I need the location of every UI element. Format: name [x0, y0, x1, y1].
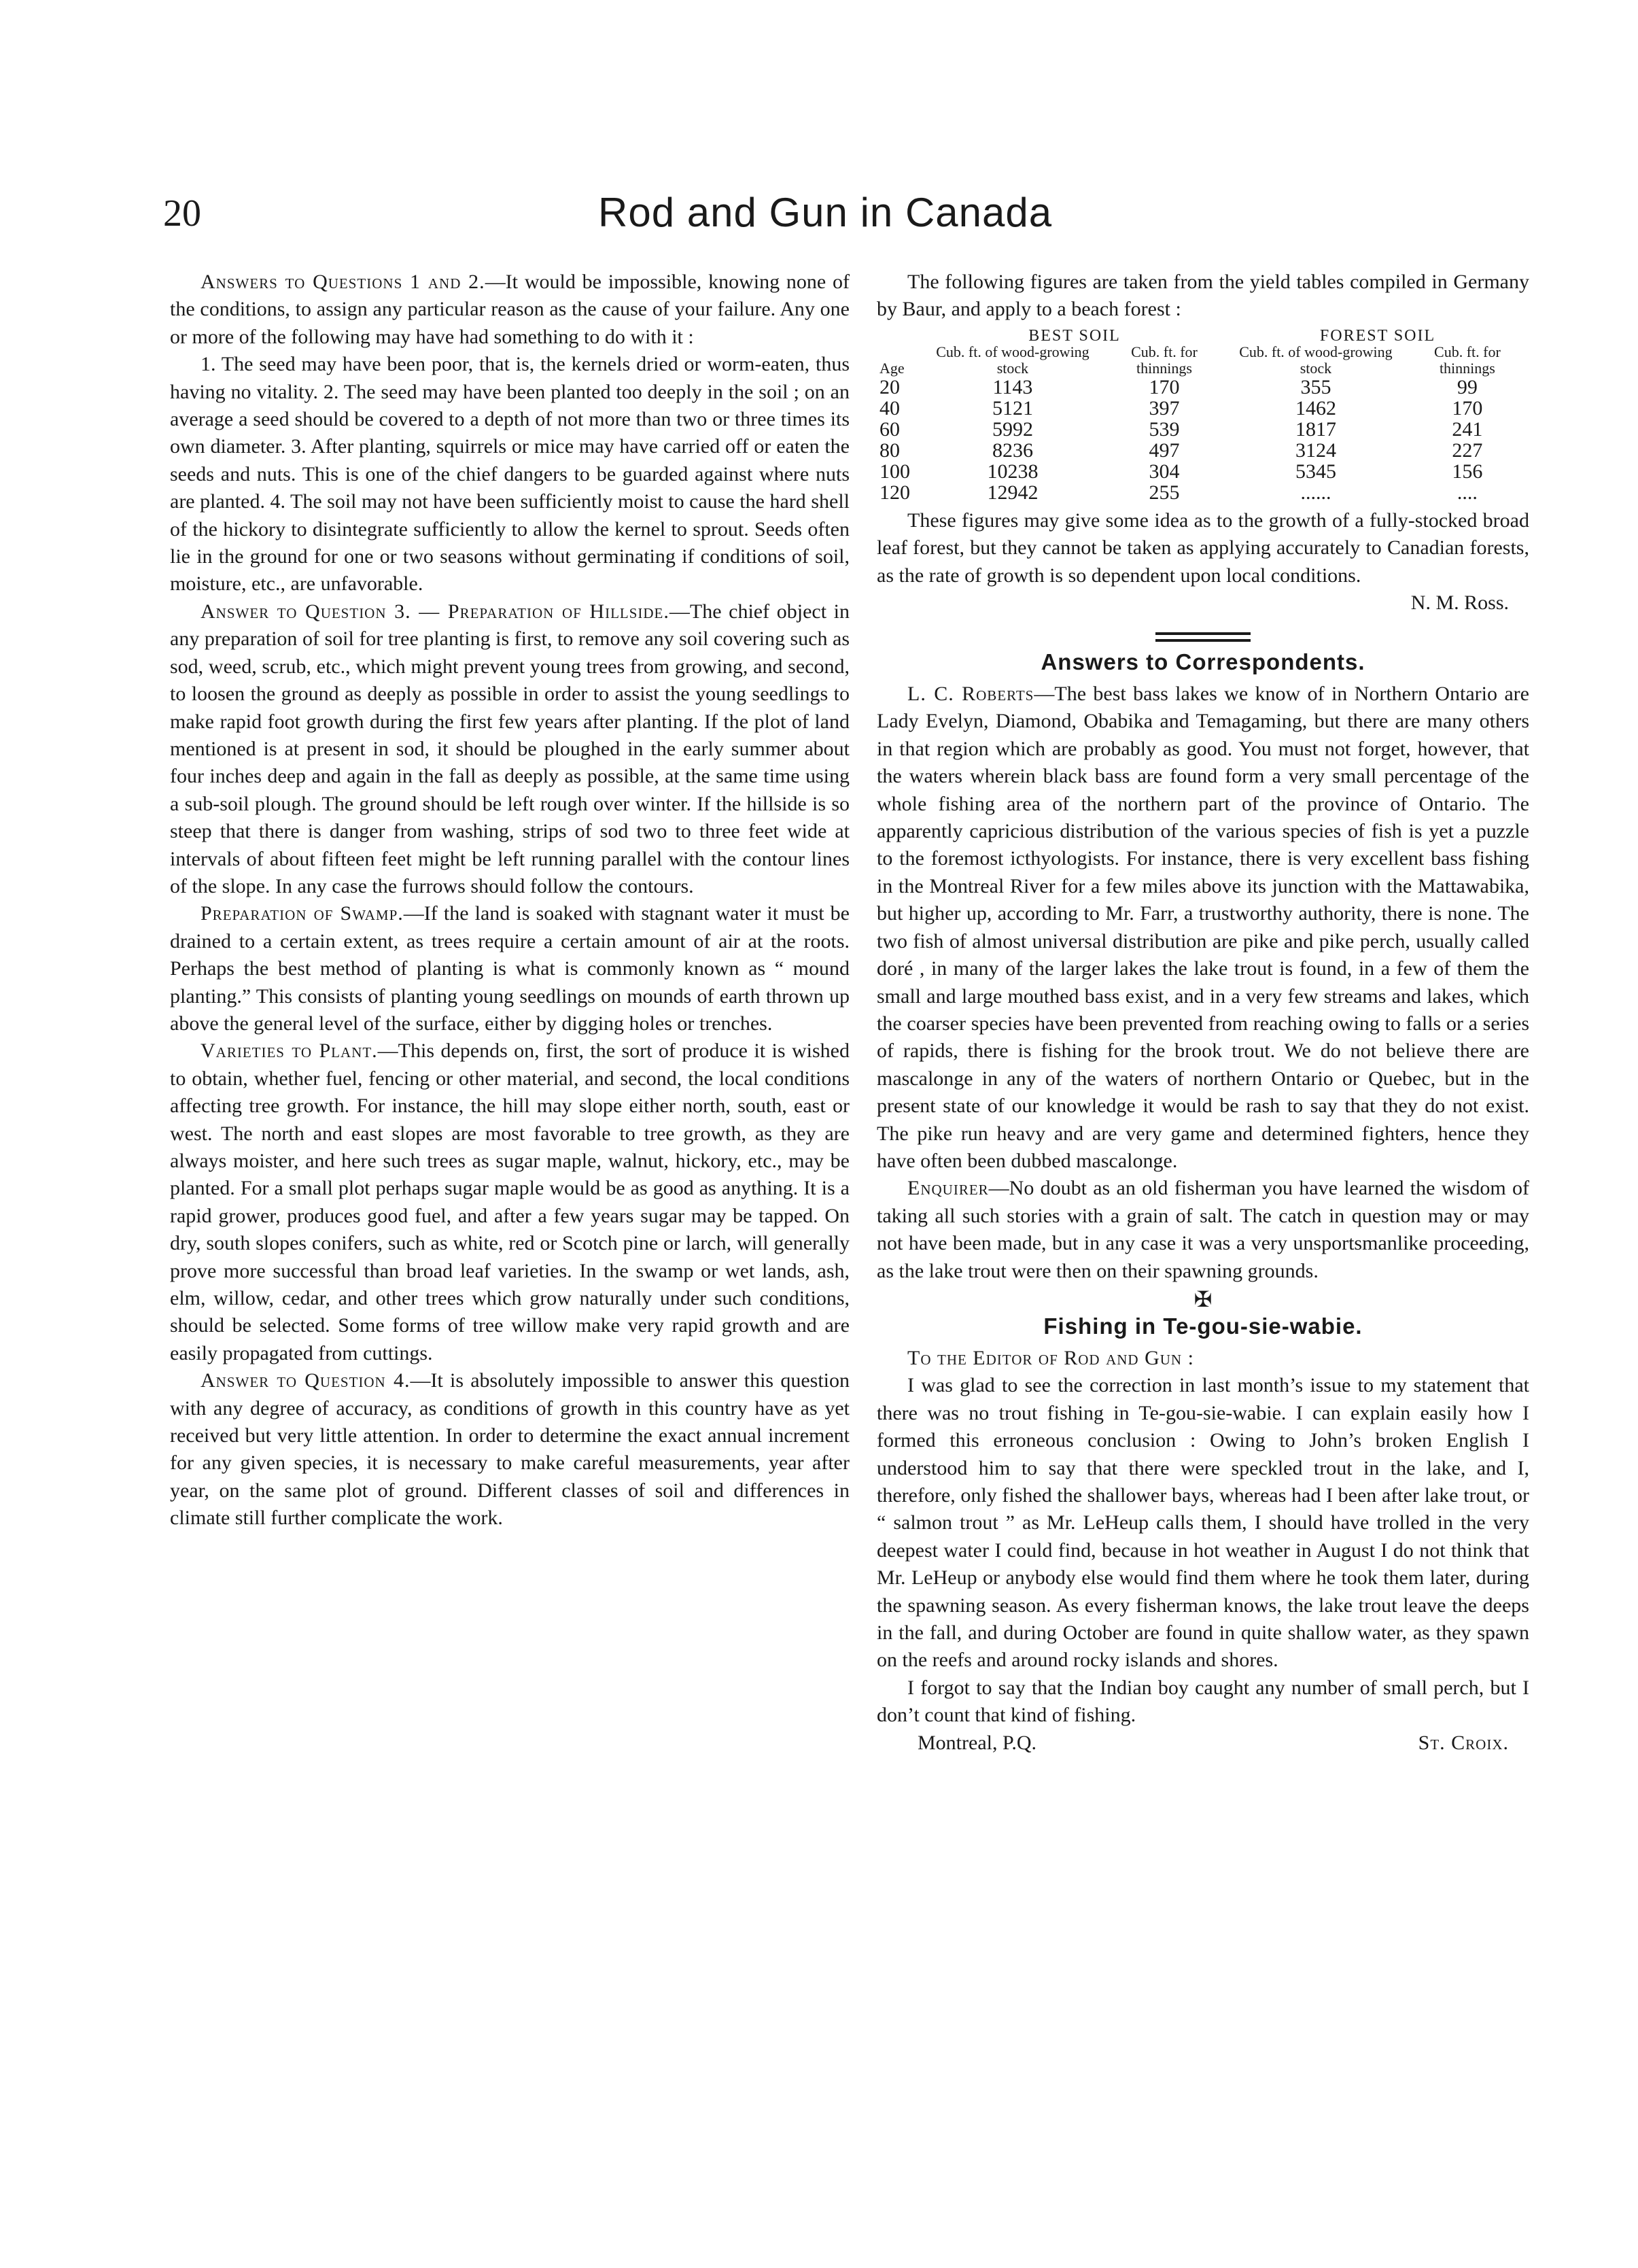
table-cell: 355	[1300, 375, 1331, 398]
letter-signoff	[877, 1730, 1529, 1757]
enquirer-answer-paragraph	[877, 1175, 1529, 1285]
table-cell: 241	[1452, 417, 1483, 441]
table-cell: 120	[879, 481, 910, 504]
varieties-text: —This depends on, first, the sort of produce it is wished to obtain, whether fuel, fencing or other material, and second, the local conditions affecting tree growth. For instance, the hill may slope either north, south, east or west. The north and east slopes are most favorable to tree growth, as they are always moister, and here such trees as sugar maple, walnut, hickory, etc., may be planted. For a small plot perhaps sugar maple would be as good as anything. It is a rapid grower, produces good fuel, and after a few years sugar may be tapped. On dry, south slopes conifers, such as white, red or Scotch pine or larch, will generally prove more successful than broad leaf varieties. In the swamp or wet lands, ash, elm, willow, cedar, and other trees which grow naturally under such conditions, should be selected. Some forms of tree willow make very rapid growth and are easily propagated from cuttings.	[170, 1040, 850, 1364]
answer-1-2-text: —It would be impossible, knowing none of the conditions, to assign any particular reason as the cause of your failure. Any one or more of the following may have had something to do with it :	[170, 271, 850, 348]
table-row	[877, 398, 1529, 419]
roberts-label: L. C. Roberts	[907, 683, 1034, 706]
table-cell: 60	[879, 417, 900, 441]
table-cell: ....	[1457, 481, 1478, 504]
yield-table	[877, 326, 1529, 503]
answer-4-text: —It is absolutely impossible to answer this question with any degree of accuracy, as conditions of growth in this country have as yet received but very little attention. In order to determine the exact annual increment for any given species, it is necessary to make careful measurements, year after year, on the same plot of ground. Different classes of soil and differences in climate still further complicate the work.	[170, 1369, 850, 1530]
left-column	[170, 269, 850, 1532]
column-header-best-stock: Cub. ft. of wood-growing stock	[936, 343, 1090, 377]
table-row	[877, 419, 1529, 440]
column-header-best-thinnings: Cub. ft. for thinnings	[1131, 343, 1198, 377]
table-cell: 1462	[1295, 396, 1336, 419]
column-header-forest-thinnings: Cub. ft. for thinnings	[1434, 343, 1501, 377]
signature-st-croix: St. Croix.	[1418, 1731, 1509, 1754]
signature-ross: N. M. Ross.	[1410, 591, 1509, 615]
enquirer-label: Enquirer	[907, 1177, 989, 1200]
varieties-label: Varieties to Plant.	[201, 1040, 378, 1063]
table-cell: 10238	[987, 460, 1039, 483]
table-cell: 156	[1452, 460, 1483, 483]
swamp-text: —If the land is soaked with stagnant water it must be drained to a certain extent, as trees require a certain amount of air at the roots. Perhaps the best method of planting is what is commonly known as “ mound planting.” This consists of planting young seedlings on mounds of earth thrown up above the general level of the surface, either by digging holes or trenches.	[170, 902, 850, 1035]
right-column	[877, 269, 1529, 1757]
varieties-paragraph	[170, 1037, 850, 1367]
double-rule-divider	[877, 630, 1529, 644]
answers-to-correspondents-heading: Answers to Correspondents.	[1041, 649, 1365, 675]
table-cell: 170	[1149, 375, 1180, 398]
fishing-article-heading: Fishing in Te-gou-sie-wabie.	[1043, 1313, 1363, 1339]
group-header-forest-soil: FOREST SOIL	[1319, 326, 1436, 345]
table-cell: 304	[1149, 460, 1180, 483]
table-cell: 255	[1149, 481, 1180, 504]
table-cell: 1817	[1295, 417, 1336, 441]
table-cell: 8236	[992, 439, 1033, 462]
answer-1-2-label: Answers to Questions 1 and 2.	[201, 271, 485, 293]
table-cell: ......	[1300, 481, 1331, 504]
table-cell: 397	[1149, 396, 1180, 419]
column-header-age: Age	[879, 359, 905, 377]
answer-4-paragraph	[170, 1367, 850, 1532]
table-row	[877, 461, 1529, 482]
reasons-paragraph: 1. The seed may have been poor, that is, the kernels dried or worm-eaten, thus having no vitality. 2. The seed may have been planted too deeply in the soil ; on an average a seed should be covered to a depth of not more than two or three times its own diameter. 3. After planting, squirrels or mice may have carried off or eaten the seeds and nuts. This is one of the chief dangers to be guarded against where nuts are planted. 4. The soil may not have been sufficiently moist to cause the hard shell of the hickory to disintegrate sufficiently to allow the kernel to sprout. Seeds often lie in the ground for one or two seasons without germinating if conditions of soil, moisture, etc., are unfavorable.	[170, 353, 850, 596]
answer-1-2-paragraph	[170, 269, 850, 351]
letter-paragraph-1: I was glad to see the correction in last month’s issue to my statement that there was no trout fishing in Te-gou-sie-wabie. I can explain easily how I formed this erroneous conclusion : Owing to John’s broken English I understood him to say that there were speckled trout in the lake, and I, therefore, only fished the shallower bays, whereas had I been after lake trout, or “ salmon trout ” as Mr. LeHeup calls them, I should have trolled in the very deepest water I could find, because in hot weather in August I do not think that Mr. LeHeup or anybody else would find them where he took them later, during the spawning season. As every fisherman knows, the lake trout leave the deeps in the fall, and during October are found in quite shallow water, as they spawn on the reefs and around rocky islands and shores.	[877, 1374, 1529, 1672]
table-cell: 5121	[992, 396, 1033, 419]
group-header-best-soil: BEST SOIL	[1028, 326, 1121, 345]
table-cell: 539	[1149, 417, 1180, 441]
table-row	[877, 440, 1529, 461]
table-cell: 170	[1452, 396, 1483, 419]
table-cell: 99	[1457, 375, 1478, 398]
answer-3-label: Answer to Question 3. — Preparation of Hillside.	[201, 600, 669, 623]
yield-table-spacer	[877, 326, 923, 344]
table-cell: 100	[879, 460, 910, 483]
table-cell: 3124	[1295, 439, 1336, 462]
letter-paragraph-2: I forgot to say that the Indian boy caught any number of small perch, but I don’t count that kind of fishing.	[877, 1676, 1529, 1727]
roberts-answer-paragraph	[877, 681, 1529, 1175]
table-cell: 80	[879, 439, 900, 462]
table-cell: 5992	[992, 417, 1033, 441]
answer-3-paragraph	[170, 598, 850, 900]
table-row	[877, 377, 1529, 398]
yield-table-intro: The following figures are taken from the yield tables compiled in Germany by Baur, and apply to a beach forest :	[877, 271, 1529, 321]
table-cell: 1143	[992, 375, 1033, 398]
swamp-paragraph	[170, 900, 850, 1037]
running-title: Rod and Gun in Canada	[598, 190, 1053, 235]
letter-address: To the Editor of Rod and Gun :	[907, 1346, 1194, 1369]
table-cell: 40	[879, 396, 900, 419]
column-header-forest-stock: Cub. ft. of wood-growing stock	[1239, 343, 1393, 377]
page-number: 20	[163, 192, 201, 235]
swamp-label: Preparation of Swamp.	[201, 902, 404, 925]
roberts-text: —The best bass lakes we know of in Northern Ontario are Lady Evelyn, Diamond, Obabika and Temagaming, but there are many others in that region which are probably as good. You must not forget, however, that the waters wherein black bass are found form a very small percentage of the whole fishing area of the northern part of the province of Ontario. The apparently capricious distribution of the various species of fish is yet a puzzle to the foremost icthyologists. For instance, there is very excellent bass fishing in the Montreal River for a few miles above its junction with the Mattawabika, but higher up, according to Mr. Farr, a trustworthy authority, there is none. The two fish of almost universal distribution are pike and pike perch, usually called doré , in many of the larger lakes the lake trout is found, in a few of them the small and large mouthed bass exist, and in a very few streams and lakes, which the coarser species have been prevented from reaching owing to falls or a series of rapids, there is fishing for the brook trout. We do not believe there are mascalonge in any of the waters of northern Ontario or Quebec, but in the present state of our knowledge it would be rash to say that they do not exist. The pike run heavy and are very game and determined fighters, hence they have often been dubbed mascalonge.	[877, 683, 1529, 1172]
cross-ornament-icon: ✠	[1193, 1286, 1213, 1312]
table-cell: 12942	[987, 481, 1039, 504]
answer-3-text: —The chief object in any preparation of soil for tree planting is first, to remove any soil covering such as sod, weed, scrub, etc., which might prevent young trees from growing, and second, to loosen the ground as deeply as possible in order to assist the young seedlings to make rapid foot growth during the first few years after planting. If the plot of land mentioned is at present in sod, it should be ploughed in the early summer about four inches deep and again in the fall as deeply as possible, at the same time using a sub-soil plough. The ground should be left rough over winter. If the hillside is so steep that there is danger from washing, strips of sod two to three feet wide at intervals of about fifteen feet might be left running parallel with the contour lines of the slope. In any case the furrows should follow the contours.	[170, 600, 850, 897]
table-cell: 227	[1452, 439, 1483, 462]
enquirer-text: —No doubt as an old fisherman you have learned the wisdom of taking all such stories with a grain of salt. The catch in question may or may not have been made, but in any case it was a very unsportsmanlike proceeding, as the lake trout were then on their spawning grounds.	[877, 1177, 1529, 1282]
table-cell: 497	[1149, 439, 1180, 462]
answer-4-label: Answer to Question 4.	[201, 1369, 411, 1392]
yield-table-note: These figures may give some idea as to the growth of a fully-stocked broad leaf forest, but they cannot be taken as applying accurately to Canadian forests, as the rate of growth is so dependent upon local conditions.	[877, 509, 1529, 587]
letter-place: Montreal, P.Q.	[918, 1731, 1036, 1754]
table-cell: 5345	[1295, 460, 1336, 483]
table-row	[877, 482, 1529, 503]
table-cell: 20	[879, 375, 900, 398]
